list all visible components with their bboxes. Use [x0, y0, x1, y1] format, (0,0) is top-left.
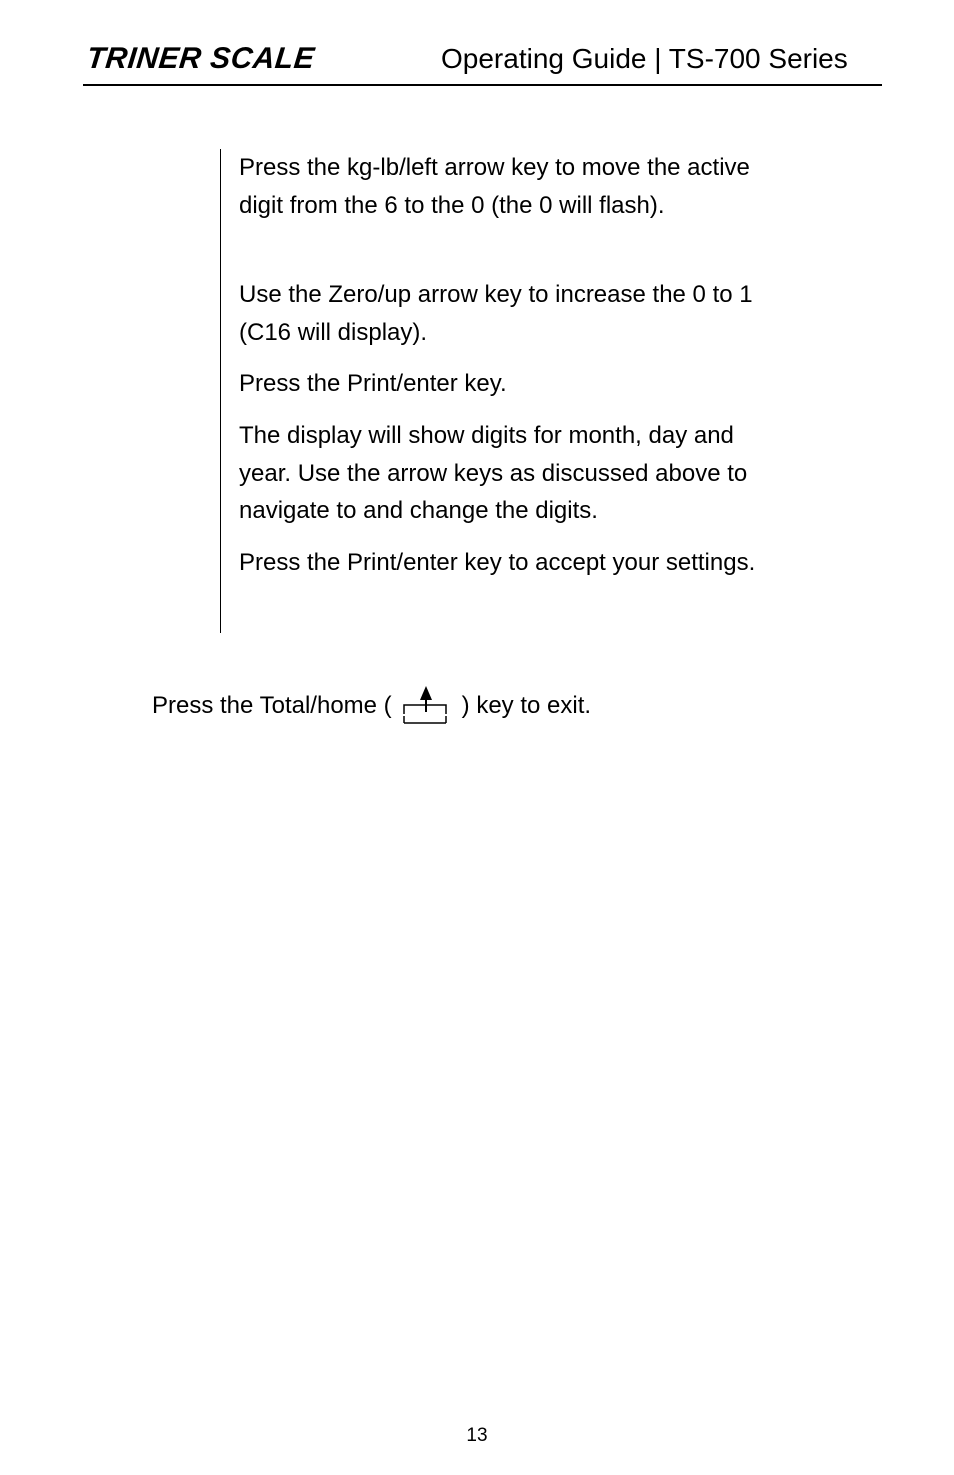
step-5: Press the Print/enter key to accept your settings.	[239, 549, 756, 576]
instruction-steps	[220, 149, 781, 633]
step-4: The display will show digits for month, day and year. Use the arrow keys as discussed above to navigate to and change the digits.	[239, 422, 748, 524]
home-key-icon	[400, 686, 452, 726]
brand-logo: TRINER SCALE	[85, 42, 317, 75]
exit-text-after: ) key to exit.	[461, 692, 592, 720]
step-3: Press the Print/enter key.	[239, 370, 507, 397]
step-1: Press the kg-lb/left arrow key to move the active digit from the 6 to the 0 (the 0 will flash).	[239, 154, 750, 219]
exit-text-before: Press the Total/home (	[152, 692, 392, 720]
page-number: 13	[466, 1425, 488, 1446]
step-2: Use the Zero/up arrow key to increase the 0 to 1 (C16 will display).	[239, 281, 753, 346]
guide-title: Operating Guide | TS-700 Series	[441, 43, 848, 74]
page-header	[83, 38, 882, 86]
exit-instruction	[152, 686, 591, 726]
